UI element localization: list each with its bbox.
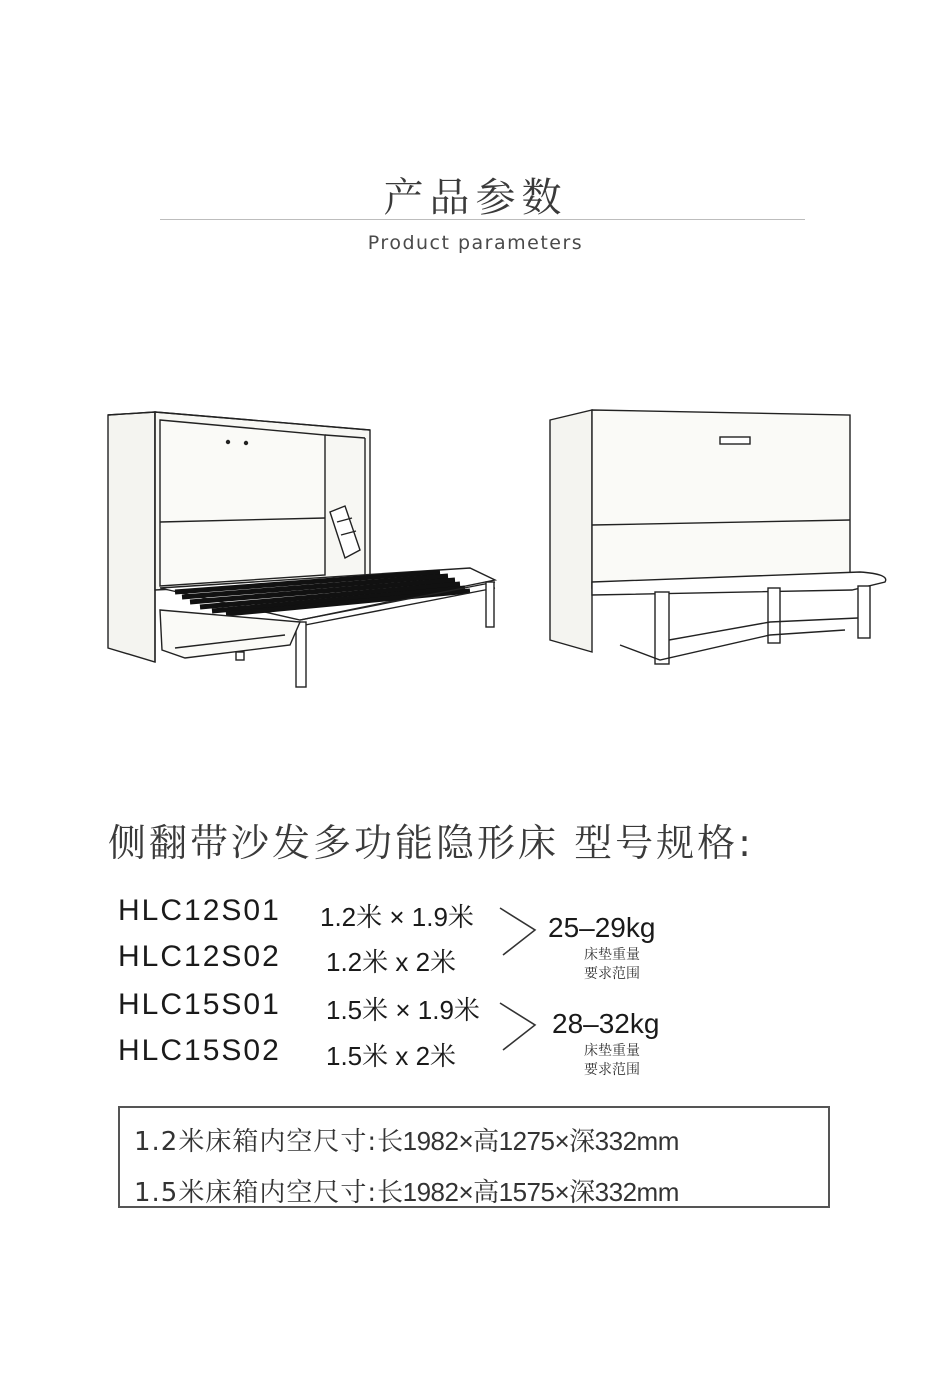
weight-note [572,1042,652,1080]
dimension-line [134,1121,679,1158]
bed-open-illustration [108,412,495,687]
model-size: 1.2米 x 2米 [326,947,457,977]
weight-note [572,946,652,984]
product-illustrations [0,390,951,710]
model-size: 1.2米 × 1.9米 [320,902,474,932]
weight-range: 28–32kg [552,1008,660,1039]
title-divider [160,219,805,220]
page-title: 产品参数 [383,175,568,221]
page-subtitle: Product parameters [367,232,584,254]
dimension-value: 长1982×高1275×深332mm [377,1126,679,1156]
dimension-value: 长1982×高1575×深332mm [377,1177,679,1207]
bed-closed-illustration [550,410,886,664]
model-code: HLC12S02 [118,940,281,973]
dimension-line [134,1172,679,1209]
weight-note-line: 要求范围 [584,966,640,982]
weight-note-line: 要求范围 [584,1062,640,1078]
weight-note-line: 床垫重量 [584,947,640,963]
model-size: 1.5米 x 2米 [326,1041,457,1071]
group-bracket [495,1000,545,1055]
group-bracket [495,905,545,960]
model-code: HLC12S01 [118,894,281,927]
model-size: 1.5米 × 1.9米 [326,995,480,1025]
dimension-label: 1.2米床箱内空尺寸: [134,1127,378,1157]
model-code: HLC15S02 [118,1034,281,1067]
weight-note-line: 床垫重量 [584,1043,640,1059]
specs-heading: 侧翻带沙发多功能隐形床 型号规格: [108,821,754,865]
model-code: HLC15S01 [118,988,281,1021]
weight-range: 25–29kg [548,912,656,943]
dimension-label: 1.5米床箱内空尺寸: [134,1178,378,1208]
